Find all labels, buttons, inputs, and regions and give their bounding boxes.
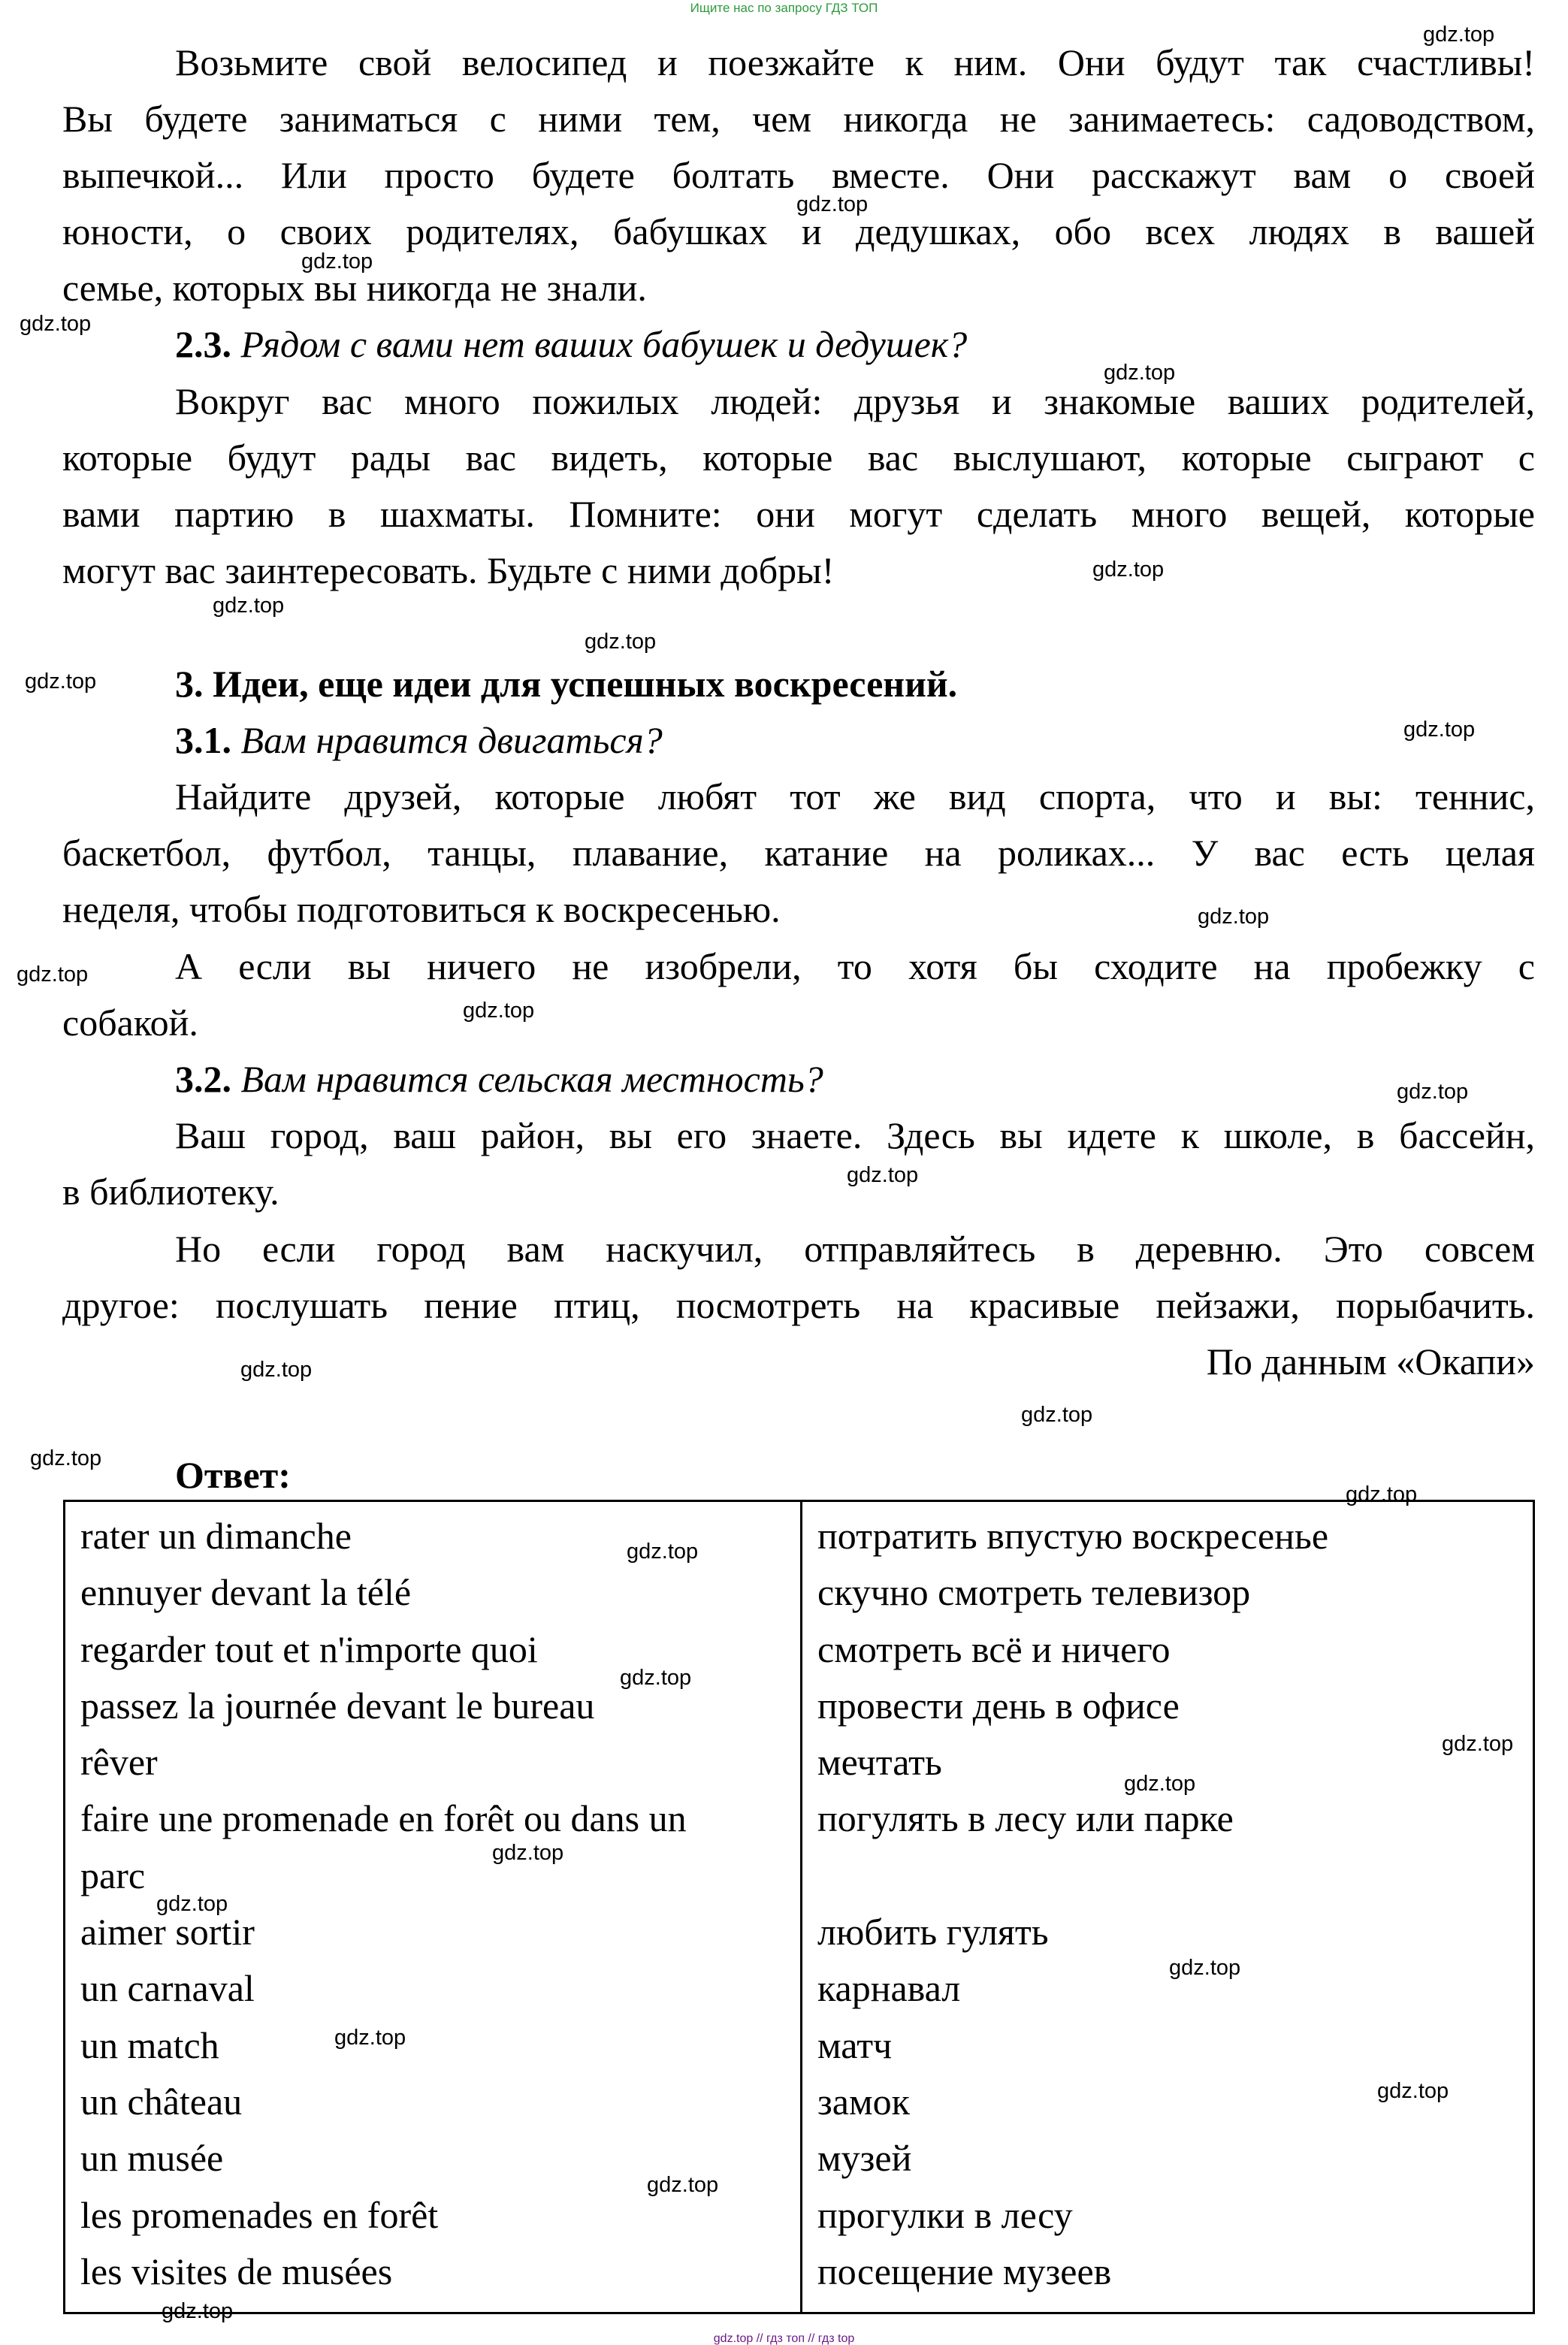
french-item: parc	[80, 1854, 146, 1896]
french-item: rater un dimanche	[80, 1515, 352, 1557]
paragraph-1-line-5: семье, которых вы никогда не знали.	[62, 267, 647, 309]
footer-note: gdz.top // гдз топ // гдз top	[713, 2332, 855, 2345]
paragraph-2-line-1: Вокруг вас много пожилых людей: друзья и знакомые ваших родителей,	[175, 380, 1535, 422]
watermark: gdz.top	[463, 999, 535, 1023]
paragraph-4-line-2: собакой.	[62, 1002, 198, 1044]
watermark: gdz.top	[796, 192, 869, 216]
russian-item: провести день в офисе	[817, 1684, 1180, 1727]
french-item: regarder tout et n'importe quoi	[80, 1627, 538, 1670]
watermark: gdz.top	[1092, 558, 1165, 582]
russian-item: мечтать	[817, 1741, 942, 1784]
section-3-2-title: Вам нравится сельская местность?	[240, 1058, 823, 1100]
section-3-2-heading	[175, 1051, 823, 1108]
section-3-1-number: 3.1.	[175, 719, 231, 761]
source-attribution: По данным «Окапи»	[1206, 1340, 1535, 1383]
russian-item: смотреть всё и ничего	[817, 1627, 1171, 1670]
watermark: gdz.top	[25, 669, 97, 694]
watermark: gdz.top	[240, 1358, 313, 1382]
paragraph-3-line-1: Найдите друзей, которые любят тот же вид спорта, что и вы: теннис,	[175, 775, 1535, 817]
watermark: gdz.top	[334, 2026, 406, 2050]
russian-item: прогулки в лесу	[817, 2193, 1073, 2236]
paragraph-2-line-4: могут вас заинтересовать. Будьте с ними добры!	[62, 549, 835, 591]
answer-label: Ответ:	[175, 1454, 291, 1496]
section-3-2-number: 3.2.	[175, 1058, 231, 1100]
french-item: aimer sortir	[80, 1911, 255, 1954]
watermark: gdz.top	[627, 1540, 699, 1564]
watermark: gdz.top	[1198, 905, 1270, 929]
paragraph-5-line-2: в библиотеку.	[62, 1171, 279, 1213]
paragraph-1-line-2: Вы будете заниматься с ними тем, чем никогда не занимаетесь: садоводством,	[62, 98, 1535, 140]
header-note: Ищите нас по запросу ГДЗ ТОП	[690, 1, 878, 15]
section-3-1-heading	[175, 712, 663, 769]
section-3-heading: 3. Идеи, еще идеи для успешных воскресений.	[175, 663, 958, 705]
french-item: un musée	[80, 2137, 224, 2180]
russian-item: посещение музеев	[817, 2250, 1112, 2292]
paragraph-1-line-4: юности, о своих родителях, бабушках и дедушках, обо всех людях в вашей	[62, 210, 1535, 252]
french-item: un château	[80, 2080, 243, 2123]
french-item: un match	[80, 2023, 219, 2066]
paragraph-4-line-1: А если вы ничего не изобрели, то хотя бы сходите на пробежку с	[175, 945, 1535, 987]
russian-item: погулять в лесу или парке	[817, 1797, 1234, 1840]
french-item: passez la journée devant le bureau	[80, 1684, 595, 1727]
section-2-3-heading	[175, 316, 967, 373]
answer-table-row	[65, 1501, 1534, 2313]
watermark: gdz.top	[1377, 2079, 1449, 2103]
french-item: un carnaval	[80, 1967, 255, 2010]
paragraph-2-line-3: вами партию в шахматы. Помните: они могут сделать много вещей, которые	[62, 493, 1535, 535]
russian-column	[802, 1501, 1534, 2313]
section-2-3-title: Рядом с вами нет ваших бабушек и дедушек?	[240, 323, 968, 365]
paragraph-3-line-3: неделя, чтобы подготовиться к воскресенью.	[62, 888, 781, 930]
paragraph-3-line-2: баскетбол, футбол, танцы, плавание, катание на роликах... У вас есть целая	[62, 832, 1535, 874]
russian-item: карнавал	[817, 1967, 961, 2010]
russian-item: замок	[817, 2080, 910, 2123]
watermark: gdz.top	[620, 1666, 692, 1690]
russian-item: скучно смотреть телевизор	[817, 1571, 1251, 1614]
paragraph-6-line-1: Но если город вам наскучил, отправляйтесь в деревню. Это совсем	[175, 1228, 1535, 1270]
watermark: gdz.top	[20, 312, 92, 336]
answer-table	[63, 1500, 1535, 2314]
watermark: gdz.top	[17, 962, 89, 987]
russian-item: музей	[817, 2137, 912, 2180]
french-item: les promenades en forêt	[80, 2193, 439, 2236]
section-3-1-title: Вам нравится двигаться?	[240, 719, 663, 761]
russian-item: матч	[817, 2023, 893, 2066]
watermark: gdz.top	[1423, 23, 1495, 47]
watermark: gdz.top	[1104, 361, 1176, 385]
watermark: gdz.top	[162, 2299, 234, 2323]
watermark: gdz.top	[1346, 1482, 1418, 1506]
paragraph-2-line-2: которые будут рады вас видеть, которые вас выслушают, которые сыграют с	[62, 437, 1535, 479]
paragraph-1-line-3: выпечкой... Или просто будете болтать вместе. Они расскажут вам о своей	[62, 154, 1535, 196]
russian-item: любить гулять	[817, 1911, 1049, 1954]
french-item: ennuyer devant la télé	[80, 1571, 412, 1614]
watermark: gdz.top	[1397, 1080, 1469, 1104]
watermark: gdz.top	[301, 249, 373, 273]
paragraph-1-line-1: Возьмите свой велосипед и поезжайте к ним. Они будут так счастливы!	[175, 41, 1535, 83]
russian-item-empty	[817, 1848, 1518, 1904]
french-item: faire une promenade en forêt ou dans un	[80, 1797, 687, 1840]
paragraph-6-line-2: другое: послушать пение птиц, посмотреть на красивые пейзажи, порыбачить.	[62, 1284, 1535, 1326]
watermark: gdz.top	[492, 1841, 564, 1865]
watermark: gdz.top	[1442, 1732, 1514, 1756]
watermark: gdz.top	[585, 630, 657, 654]
watermark: gdz.top	[30, 1446, 102, 1470]
watermark: gdz.top	[1124, 1772, 1196, 1796]
section-2-3-number: 2.3.	[175, 323, 231, 365]
paragraph-5-line-1: Ваш город, ваш район, вы его знаете. Здесь вы идете к школе, в бассейн,	[175, 1114, 1535, 1156]
russian-item: потратить впустую воскресенье	[817, 1515, 1329, 1557]
watermark: gdz.top	[647, 2173, 719, 2197]
watermark: gdz.top	[1403, 718, 1476, 742]
watermark: gdz.top	[847, 1163, 919, 1187]
watermark: gdz.top	[1021, 1403, 1093, 1427]
french-item: rêver	[80, 1741, 158, 1784]
french-item: les visites de musées	[80, 2250, 393, 2292]
watermark: gdz.top	[1169, 1956, 1241, 1980]
watermark: gdz.top	[213, 594, 285, 618]
watermark: gdz.top	[156, 1892, 228, 1916]
